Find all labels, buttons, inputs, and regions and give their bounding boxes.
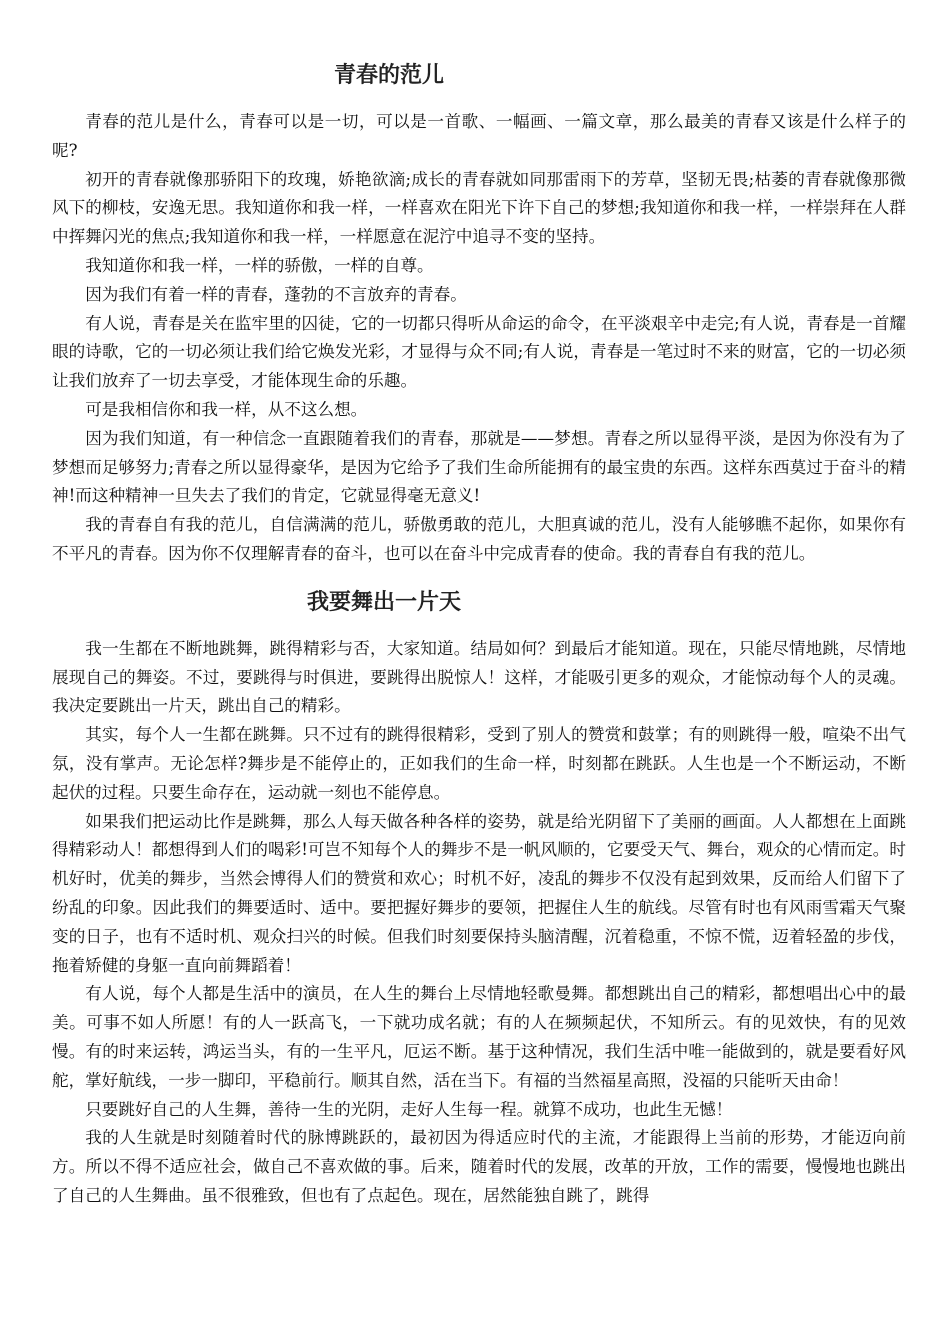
article-body (52, 635, 906, 1211)
paragraph: 我一生都在不断地跳舞，跳得精彩与否，大家知道。结局如何？到最后才能知道。现在，只能尽情地跳，尽情地展现自己的舞姿。不过，要跳得与时俱进，要跳得出脱惊人！这样，才能吸引更多的观众，才能惊动每个人的灵魂。我决定要跳出一片天，跳出自己的精彩。 (52, 638, 906, 716)
article-title: 我要舞出一片天 (307, 589, 462, 615)
paragraph: 我知道你和我一样，一样的骄傲，一样的自尊。 (85, 255, 434, 275)
paragraph: 可是我相信你和我一样，从不这么想。 (85, 399, 368, 419)
paragraph: 青春的范儿是什么，青春可以是一切，可以是一首歌、一幅画、一篇文章，那么最美的青春又该是什么样子的呢? (52, 112, 906, 160)
article-title: 青春的范儿 (334, 63, 445, 88)
paragraph: 我的青春自有我的范儿，自信满满的范儿，骄傲勇敢的范儿，大胆真诚的范儿，没有人能够瞧不起你，如果你有不平凡的青春。因为你不仅理解青春的奋斗，也可以在奋斗中完成青春的使命。我的青春自有我的范儿。 (52, 515, 906, 563)
paragraph: 如果我们把运动比作是跳舞，那么人每天做各种各样的姿势，就是给光阴留下了美丽的画面。人人都想在上面跳得精彩动人！都想得到人们的喝彩!可岂不知每个人的舞步不是一帆风顺的，它要受天气、舞台，观众的心情而定。时机好时，优美的舞步，当然会博得人们的赞赏和欢心；时机不好，凌乱的舞步不仅没有起到效果，反而给人们留下了纷乱的印象。因此我们的舞要适时、适中。要把握好舞步的要领，把握住人生的航线。尽管有时也有风雨雪霜天气聚变的日子，也有不适时机、观众扫兴的时候。但我们时刻要保持头脑清醒，沉着稳重，不惊不慌，迈着轻盈的步伐，拖着矫健的身躯一直向前舞蹈着！ (52, 811, 906, 975)
document-page (52, 60, 906, 1211)
paragraph: 其实，每个人一生都在跳舞。只不过有的跳得很精彩，受到了别人的赞赏和鼓掌；有的则跳得一般，喧染不出气氛，没有掌声。无论怎样?舞步是不能停止的，正如我们的生命一样，时刻都在跳跃。人生也是一个不断运动，不断起伏的过程。只要生命存在，运动就一刻也不能停息。 (52, 725, 906, 802)
paragraph: 有人说，每个人都是生活中的演员，在人生的舞台上尽情地轻歌曼舞。都想跳出自己的精彩，都想唱出心中的最美。可事不如人所愿！有的人一跃高飞，一下就功成名就；有的人在频频起伏，不知所云。有的见效快，有的见效慢。有的时来运转，鸿运当头，有的一生平凡，厄运不断。基于这种情况，我们生活中唯一能做到的，就是要看好风舵，掌好航线，一步一脚印，平稳前行。顺其自然，活在当下。有福的当然福星高照，没福的只能听天由命！ (52, 984, 906, 1090)
article-body (52, 108, 906, 569)
paragraph: 初开的青春就像那骄阳下的玫瑰，娇艳欲滴;成长的青春就如同那雷雨下的芳草，坚韧无畏;枯萎的青春就像那微风下的柳枝，安逸无思。我知道你和我一样，一样喜欢在阳光下许下自己的梦想;我知道你和我一样，一样崇拜在人群中挥舞闪光的焦点;我知道你和我一样，一样愿意在泥泞中追寻不变的坚持。 (52, 169, 906, 247)
paragraph: 只要跳好自己的人生舞，善待一生的光阴，走好人生每一程。就算不成功，也此生无憾！ (85, 1099, 733, 1119)
paragraph: 有人说，青春是关在监牢里的囚徒，它的一切都只得听从命运的命令，在平淡艰辛中走完;有人说，青春是一首耀眼的诗歌，它的一切必须让我们给它焕发光彩，才显得与众不同;有人说，青春是一笔过时不来的财富，它的一切必须让我们放弃了一切去享受，才能体现生命的乐趣。 (52, 313, 906, 391)
paragraph: 我的人生就是时刻随着时代的脉博跳跃的，最初因为得适应时代的主流，才能跟得上当前的形势，才能迈向前方。所以不得不适应社会，做自己不喜欢做的事。后来，随着时代的发展，改革的开放，工作的需要，慢慢地也跳出了自己的人生舞曲。虽不很雅致，但也有了点起色。现在，居然能独自跳了，跳得 (52, 1128, 906, 1205)
paragraph: 因为我们知道，有一种信念一直跟随着我们的青春，那就是——梦想。青春之所以显得平淡，是因为你没有为了梦想而足够努力;青春之所以显得豪华，是因为它给予了我们生命所能拥有的最宝贵的东西。这样东西莫过于奋斗的精神!而这种精神一旦失去了我们的肯定，它就显得毫无意义! (52, 428, 906, 506)
paragraph: 因为我们有着一样的青春，蓬勃的不言放弃的青春。 (85, 284, 467, 304)
